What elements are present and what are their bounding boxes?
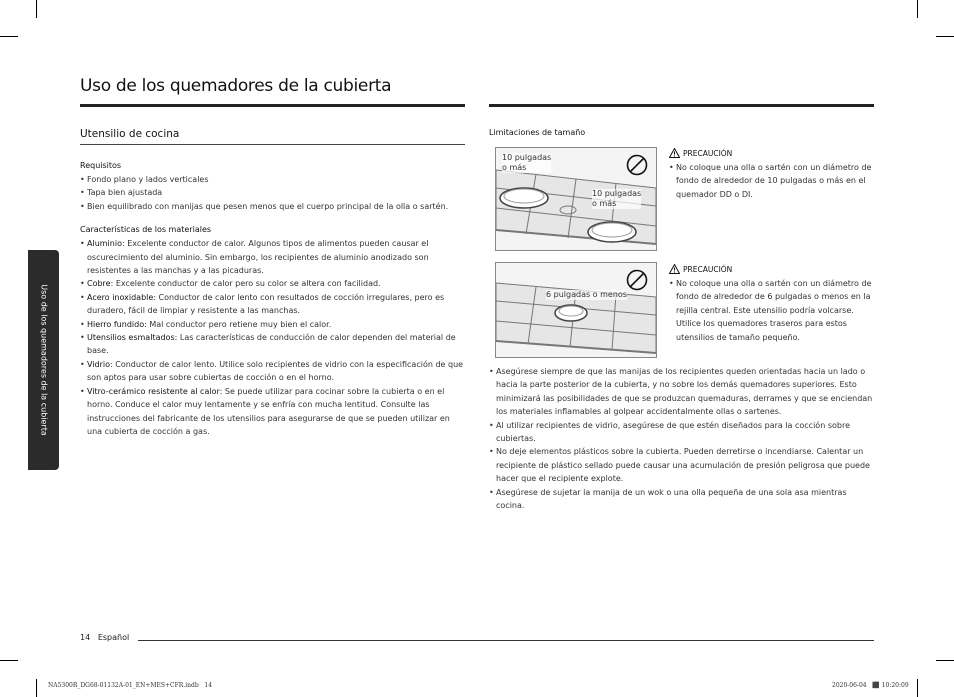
list-item: • Bien equilibrado con manijas que pesen menos que el cuerpo principal de la olla o sartén. — [80, 200, 465, 213]
crop-mark — [0, 36, 18, 37]
cooktop-figure-large-pan — [495, 147, 657, 251]
crop-mark — [936, 36, 954, 37]
requisitos-heading: Requisitos — [80, 161, 122, 170]
list-item: • Asegúrese siempre de que las manijas de los recipientes queden orientadas hacia un lado o hacia la parte posterior de la cubierta, y no sobre los demás quemadores superiores. Esto minimizará las posibilidades de que se produzcan quemaduras, derrames y que se enciendan los materiales inflamables al golpear accidentalmente ollas o sartenes. — [489, 365, 874, 419]
materiales-list — [80, 237, 465, 438]
material-text: : Mal conductor pero retiene muy bien el calor. — [144, 319, 332, 329]
figure-label: 10 pulgadas o más — [502, 153, 552, 172]
material-text: : Las características de conducción de calor dependen del material de base. — [87, 333, 456, 356]
crop-mark — [917, 679, 918, 697]
page-title: Uso de los quemadores de la cubierta — [80, 76, 392, 96]
material-text: : Conductor de calor lento. Utilice solo recipientes de vidrio con la especificación de que son aptos para usar sobre cubiertas de cocción o en el horno. — [87, 359, 464, 383]
caution-title: PRECAUCIÓN — [683, 148, 733, 158]
warning-triangle-icon — [669, 148, 680, 158]
list-item: • No deje elementos plásticos sobre la cubierta. Pueden derretirse o incendiarse. Calentar un recipiente de plástico sellado puede causar una acumulación de presión peligrosa que puede hacer que el recipiente explote. — [489, 445, 874, 485]
list-item: • No coloque una olla o sartén con un diámetro de fondo de alrededor de 10 pulgadas o más en el quemador DD o DI. — [669, 161, 874, 201]
crop-mark — [936, 660, 954, 661]
print-date-info: 2020-06-04 ⬛ 10:20:09 — [832, 682, 909, 689]
list-item: • Asegúrese de sujetar la manija de un wok o una olla pequeña de una sola asa mientras cocina. — [489, 486, 874, 513]
warning-triangle-icon — [669, 264, 680, 274]
caution-title-row — [669, 148, 874, 158]
material-term: Vitro-cerámico resistente al calor — [87, 386, 220, 396]
list-item — [80, 291, 465, 318]
material-term: Utensilios esmaltados — [87, 333, 175, 343]
material-term: Hierro fundido — [87, 319, 145, 329]
figure-label: 10 pulgadas o más — [592, 189, 642, 208]
material-text: : Excelente conductor de calor. Algunos tipos de alimentos pueden causar el oscurecimiento del aluminio. Sin embargo, los recipientes de aluminio anodizado son resistentes a las manchas y a las picaduras. — [87, 239, 429, 276]
title-rule-right — [489, 104, 874, 107]
list-item — [80, 358, 465, 385]
material-term: Aluminio — [87, 239, 122, 249]
caution-list — [669, 161, 874, 201]
cooktop-figure-small-pan — [495, 262, 657, 358]
list-item: • No coloque una olla o sartén con un diámetro de fondo de alrededor de 6 pulgadas o menos en la rejilla central. Este utensilio podría volcarse. Utilice los quemadores traseros para estos utensilios de tamaño pequeño. — [669, 277, 874, 344]
crop-mark — [36, 679, 37, 697]
material-text: : Se puede utilizar para cocinar sobre la cubierta o en el horno. Conduce el calor muy lentamente y se enfría con mucha lentitud. Consulte las instrucciones del fabricante de los utensilios para asegurarse de que se pueden utilizar en una cubierta de cocción a gas. — [87, 386, 450, 436]
crop-mark — [917, 0, 918, 18]
material-term: Cobre — [87, 279, 111, 289]
figure-label: 6 pulgadas o menos — [546, 290, 627, 299]
page-footer — [80, 633, 129, 642]
safety-list — [489, 365, 874, 512]
material-term: Acero inoxidable — [87, 292, 154, 302]
side-tab-label: Uso de los quemadores de la cubierta — [39, 284, 48, 436]
caution-list — [669, 277, 874, 344]
requisitos-list — [80, 173, 465, 213]
list-item — [80, 385, 465, 439]
material-term: Vidrio — [87, 359, 111, 369]
caution-title-row — [669, 264, 874, 274]
prohibited-circle-icon — [626, 154, 648, 176]
title-rule-left — [80, 104, 465, 107]
list-item: • Tapa bien ajustada — [80, 186, 465, 199]
list-item — [80, 277, 465, 290]
section-title: Utensilio de cocina — [80, 128, 465, 145]
list-item — [80, 318, 465, 331]
print-file-info: NA5300R_DG68-01132A-01_EN+MES+CFR.indb 14 — [48, 682, 213, 689]
caution-title: PRECAUCIÓN — [683, 264, 733, 274]
list-item: • Fondo plano y lados verticales — [80, 173, 465, 186]
left-column — [80, 128, 465, 438]
crop-mark — [0, 660, 18, 661]
list-item — [80, 237, 465, 277]
list-item — [80, 331, 465, 358]
prohibited-circle-icon — [626, 269, 648, 291]
footer-rule — [138, 640, 874, 641]
materiales-heading: Características de los materiales — [80, 225, 212, 235]
list-item: • Al utilizar recipientes de vidrio, asegúrese de que estén diseñados para la cocción sobre cubiertas. — [489, 419, 874, 446]
caution-block — [669, 148, 874, 201]
footer-language: Español — [97, 633, 130, 642]
side-tab — [28, 250, 59, 470]
caution-block — [669, 264, 874, 344]
crop-mark — [36, 0, 37, 18]
material-text: : Excelente conductor de calor pero su color se altera con facilidad. — [110, 279, 381, 289]
limits-heading: Limitaciones de tamaño — [489, 128, 586, 137]
page-number: 14 — [80, 633, 91, 642]
material-text: : Conductor de calor lento con resultados de cocción irregulares, pero es duradero, fácil de limpiar y resistente a las manchas. — [87, 292, 445, 316]
